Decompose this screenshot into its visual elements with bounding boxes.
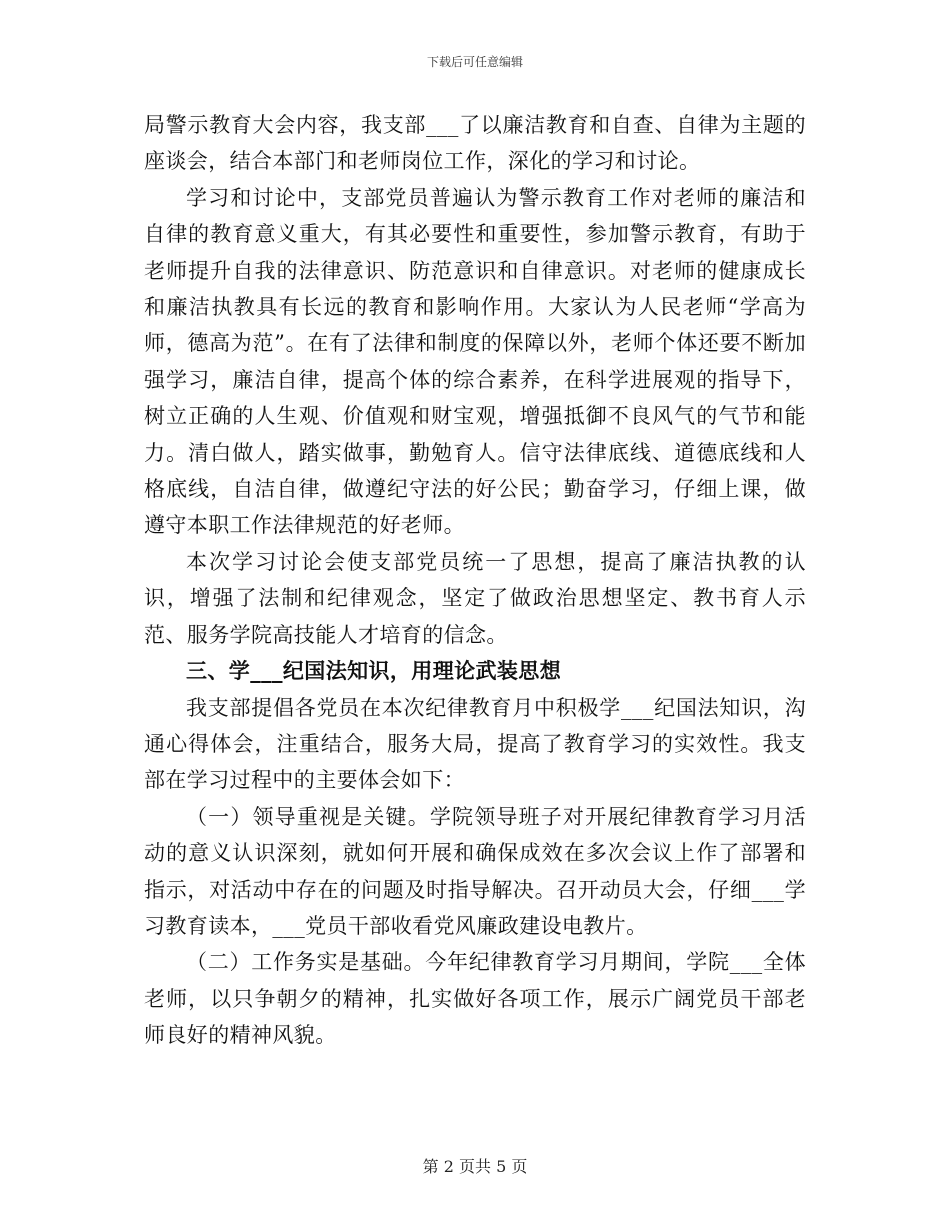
paragraph-3: 本次学习讨论会使支部党员统一了思想，提高了廉洁执教的认识，增强了法制和纪律观念，坚定了做政治思想坚定、教书育人示范、服务学院高技能人才培育的信念。 bbox=[144, 549, 806, 647]
paragraph-5: （一）领导重视是关键。学院领导班子对开展纪律教育学习月活动的意义认识深刻，就如何开展和确保成效在多次会议上作了部署和指示，对活动中存在的问题及时指导解决。召开动员大会，仔细___学习教育读本，___党员干部收看党风廉政建设电教片。 bbox=[144, 804, 806, 938]
paragraph-6: （二）工作务实是基础。今年纪律教育学习月期间，学院___全体老师，以只争朝夕的精神，扎实做好各项工作，展示广阔党员干部老师良好的精神风貌。 bbox=[144, 950, 806, 1048]
page-number: 第 2 页共 5 页 bbox=[422, 1157, 528, 1176]
paragraph-2: 学习和讨论中，支部党员普遍认为警示教育工作对老师的廉洁和自律的教育意义重大，有其必要性和重要性，参加警示教育，有助于老师提升自我的法律意识、防范意识和自律意识。对老师的健康成长和廉洁执教具有长远的教育和影响作用。大家认为人民老师“学高为师，德高为范”。在有了法律和制度的保障以外，老师个体还要不断加强学习，廉洁自律，提高个体的综合素养，在科学进展观的指导下，树立正确的人生观、价值观和财宝观，增强抵御不良风气的气节和能力。清白做人，踏实做事，勤勉育人。信守法律底线、道德底线和人格底线，自洁自律，做遵纪守法的好公民；勤奋学习，仔细上课，做遵守本职工作法律规范的好老师。 bbox=[144, 185, 806, 538]
page-header: 下载后可任意编辑 bbox=[426, 55, 523, 69]
document-body bbox=[144, 107, 806, 1054]
paragraph-4: 我支部提倡各党员在本次纪律教育月中积极学___纪国法知识，沟通心得体会，注重结合，服务大局，提高了教育学习的实效性。我支部在学习过程中的主要体会如下： bbox=[144, 695, 806, 793]
paragraph-1: 局警示教育大会内容，我支部___了以廉洁教育和自查、自律为主题的座谈会，结合本部门和老师岗位工作，深化的学习和讨论。 bbox=[144, 113, 806, 174]
section-heading-3: 三、学___纪国法知识，用理论武装思想 bbox=[186, 658, 562, 684]
